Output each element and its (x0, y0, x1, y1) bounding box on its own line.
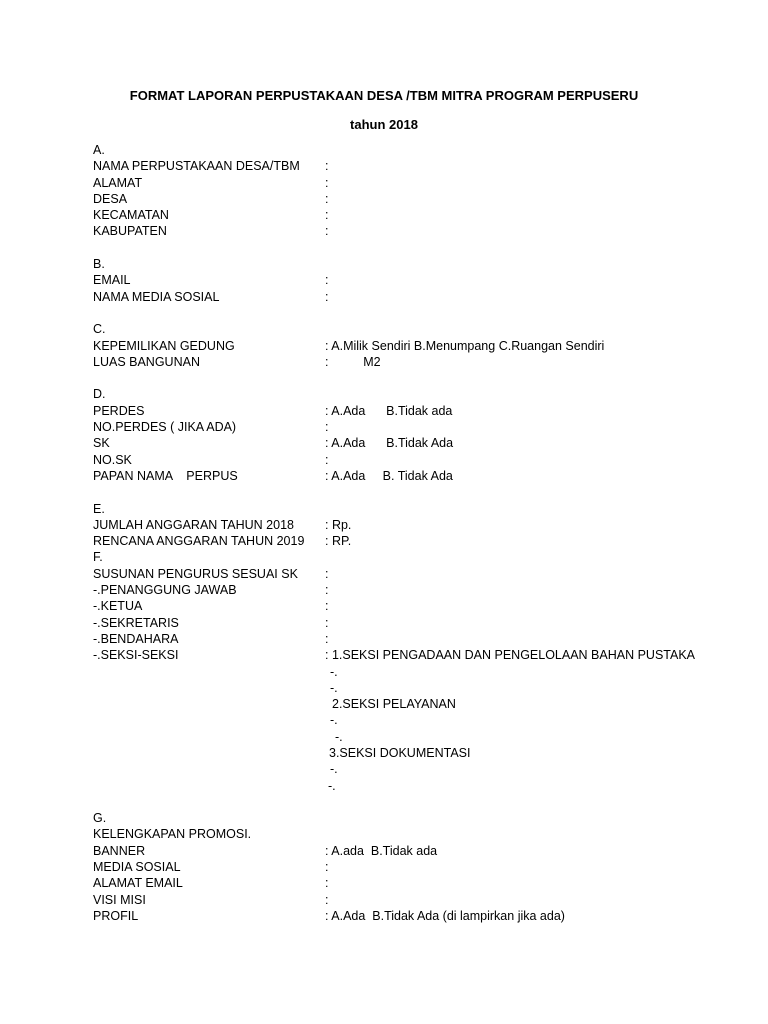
sub-item-text: -. (330, 762, 338, 777)
field-label: ALAMAT (93, 175, 143, 190)
field-label: KELENGKAPAN PROMOSI. (93, 827, 252, 842)
section-a-heading: A. (93, 143, 105, 157)
field-value: : (325, 224, 329, 239)
sub-item-text: 2.SEKSI PELAYANAN (332, 697, 456, 712)
field-value: : (325, 191, 329, 206)
section-d-heading: D. (93, 387, 106, 402)
field-label: MEDIA SOSIAL (93, 860, 181, 875)
form-row (93, 207, 733, 223)
field-label: EMAIL (93, 273, 131, 288)
field-value: : (325, 876, 329, 891)
sub-item (93, 680, 733, 696)
field-value: : A.Milik Sendiri B.Menumpang C.Ruangan Sendiri (325, 338, 605, 353)
field-value: : A.Ada B.Tidak Ada (325, 436, 454, 451)
field-value: : (325, 599, 329, 614)
field-label: JUMLAH ANGGARAN TAHUN 2018 (93, 517, 294, 532)
field-value: : (325, 631, 329, 646)
section-b-heading: B. (93, 257, 105, 272)
sub-item-text: -. (330, 713, 338, 728)
sub-item-text: -. (335, 729, 343, 744)
field-label: KABUPATEN (93, 224, 167, 239)
field-label: KECAMATAN (93, 208, 169, 223)
form-row (93, 826, 733, 842)
field-label: NO.SK (93, 452, 132, 467)
sub-item (93, 761, 733, 777)
sub-item (93, 745, 733, 761)
form-row (93, 582, 733, 598)
document-title: FORMAT LAPORAN PERPUSTAKAAN DESA /TBM MITRA PROGRAM PERPUSERU (129, 88, 639, 103)
form-row (93, 843, 733, 859)
field-value: : (325, 566, 329, 581)
report-form (93, 142, 733, 924)
field-value: : A.Ada B. Tidak Ada (325, 468, 453, 483)
document-subtitle: tahun 2018 (350, 117, 418, 132)
field-label: -.BENDAHARA (93, 631, 179, 646)
field-value: : (325, 615, 329, 630)
field-value: : (325, 860, 329, 875)
field-label: SK (93, 436, 110, 451)
field-label: -.KETUA (93, 599, 143, 614)
field-label: -.SEKSI-SEKSI (93, 648, 179, 663)
field-value: : (325, 892, 329, 907)
form-row (93, 354, 733, 370)
sub-item (93, 664, 733, 680)
section-g-heading: G. (93, 811, 107, 826)
form-row (93, 908, 733, 924)
field-label: -.PENANGGUNG JAWAB (93, 583, 237, 598)
sub-item (93, 778, 733, 794)
field-label: NAMA PERPUSTAKAAN DESA/TBM (93, 159, 300, 174)
field-label: PERDES (93, 403, 145, 418)
sub-item (93, 729, 733, 745)
field-label: NO.PERDES ( JIKA ADA) (93, 420, 237, 435)
field-value: : (325, 273, 329, 288)
field-label: PROFIL (93, 908, 139, 923)
field-label: RENCANA ANGGARAN TAHUN 2019 (93, 534, 305, 549)
form-row (93, 403, 733, 419)
form-row (93, 892, 733, 908)
form-row (93, 468, 733, 484)
form-row (93, 517, 733, 533)
field-value: : M2 (325, 354, 381, 369)
sub-item-text: 3.SEKSI DOKUMENTASI (329, 745, 471, 760)
sub-item-text: -. (330, 664, 338, 679)
form-row (93, 419, 733, 435)
field-label: -.SEKRETARIS (93, 615, 179, 630)
field-label: KEPEMILIKAN GEDUNG (93, 338, 235, 353)
form-row (93, 566, 733, 582)
section-f-heading: F. (93, 550, 103, 565)
form-row (93, 859, 733, 875)
form-row (93, 338, 733, 354)
form-row (93, 158, 733, 174)
field-value: : 1.SEKSI PENGADAAN DAN PENGELOLAAN BAHAN PUSTAKA (325, 648, 696, 663)
field-label: ALAMAT EMAIL (93, 876, 183, 891)
field-label: PAPAN NAMA PERPUS (93, 468, 238, 483)
sub-item-text: -. (328, 778, 336, 793)
form-row (93, 875, 733, 891)
field-label: NAMA MEDIA SOSIAL (93, 289, 220, 304)
field-value: : RP. (325, 534, 352, 549)
section-c-heading: C. (93, 322, 106, 337)
section-e-heading: E. (93, 501, 105, 516)
field-label: VISI MISI (93, 892, 146, 907)
form-row (93, 631, 733, 647)
field-label: LUAS BANGUNAN (93, 354, 200, 369)
form-row (93, 272, 733, 288)
form-row (93, 223, 733, 239)
field-value: : (325, 420, 329, 435)
field-value: : A.Ada B.Tidak Ada (di lampirkan jika ada) (325, 908, 565, 923)
field-value: : (325, 452, 329, 467)
sub-item (93, 712, 733, 728)
sub-item (93, 696, 733, 712)
field-label: BANNER (93, 843, 146, 858)
sub-item-text: -. (330, 680, 338, 695)
field-value: : A.Ada B.Tidak ada (325, 403, 453, 418)
field-value: : A.ada B.Tidak ada (325, 843, 438, 858)
form-row (93, 452, 733, 468)
form-row (93, 533, 733, 549)
field-value: : Rp. (325, 517, 352, 532)
field-value: : (325, 289, 329, 304)
field-value: : (325, 583, 329, 598)
form-row (93, 647, 733, 663)
field-value: : (325, 208, 329, 223)
form-row (93, 191, 733, 207)
form-row (93, 175, 733, 191)
form-row (93, 615, 733, 631)
field-label: SUSUNAN PENGURUS SESUAI SK (93, 566, 298, 581)
field-label: DESA (93, 191, 128, 206)
field-value: : (325, 175, 329, 190)
form-row (93, 598, 733, 614)
form-row (93, 289, 733, 305)
form-row (93, 435, 733, 451)
field-value: : (325, 159, 329, 174)
